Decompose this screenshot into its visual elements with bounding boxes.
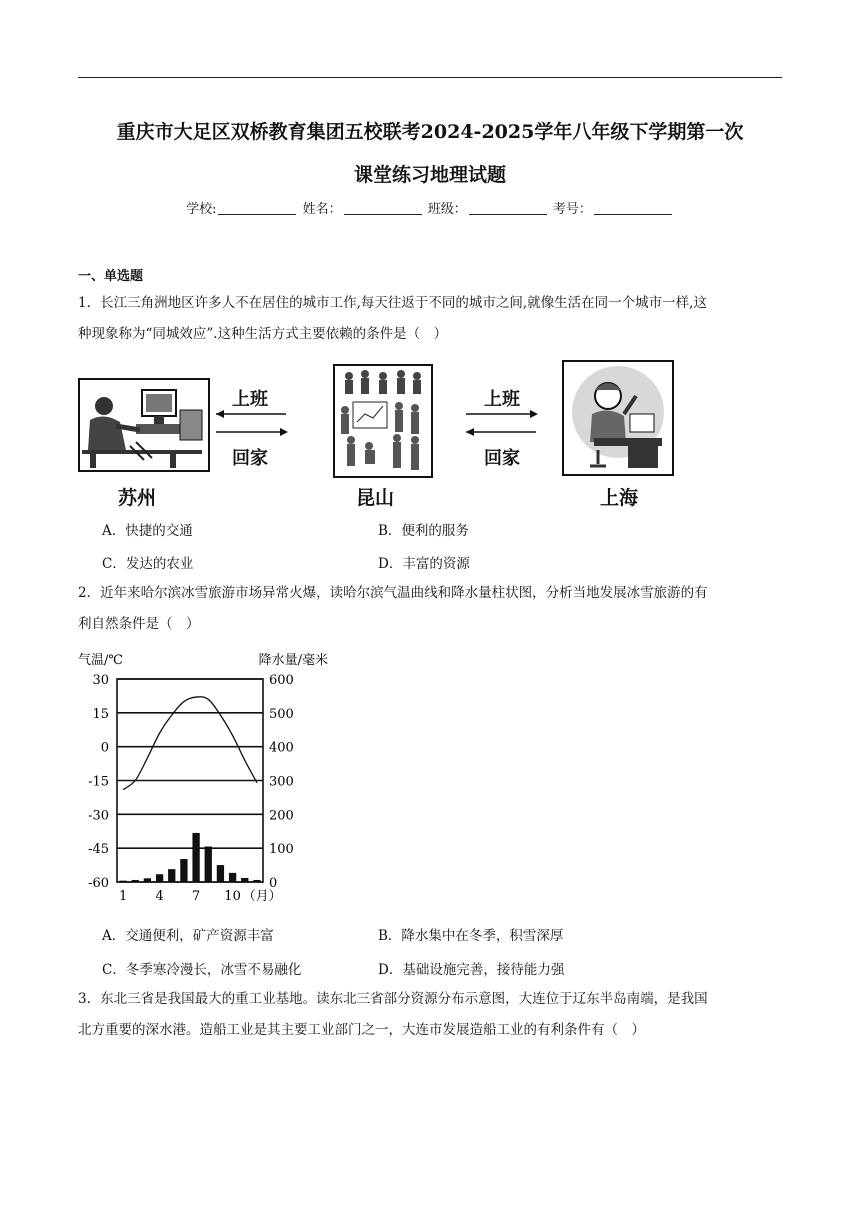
left-tick-label: -45 [88,842,109,858]
class-field[interactable] [469,202,547,215]
q2-option-c[interactable]: C．冬季寒冷漫长，冰雪不易融化 [102,962,302,978]
school-label: 学校: [186,202,217,217]
q1-option-c[interactable]: C．发达的农业 [102,556,194,572]
left-tick-label: -60 [88,876,109,891]
header-rule [78,77,782,78]
shanghai-office-illustration [562,360,674,476]
left-tick-label: 30 [92,673,109,688]
precipitation-bar [156,874,163,882]
arrow2-label-home: 回家 [484,448,520,469]
q2-stem-line2: 利自然条件是（ ） [78,616,200,632]
right-tick-label: 600 [269,673,294,688]
temperature-line [123,697,257,790]
q1-option-b[interactable]: B．便利的服务 [378,523,469,539]
left-tick-label: -15 [88,774,109,790]
q2-option-d[interactable]: D．基础设施完善，接待能力强 [378,962,565,978]
q2-stem [78,578,783,640]
x-tick-label: 10 [224,889,241,904]
precipitation-bar [144,878,151,882]
city-label-shanghai: 上海 [600,487,639,509]
arrow1-icon [212,408,292,438]
arrow1-label-work: 上班 [232,389,268,410]
precipitation-bar [119,881,126,882]
left-axis-label: 气温/℃ [78,653,123,668]
page-title-line1: 重庆市大足区双桥教育集团五校联考2024-2025学年八年级下学期第一次 [116,121,744,143]
kunshan-business-illustration [333,364,433,478]
x-unit-label: （月） [242,889,282,904]
arrow1-label-home: 回家 [232,448,268,469]
precipitation-bar [168,869,175,882]
name-field[interactable] [344,202,422,215]
right-axis-label: 降水量/毫米 [258,653,328,668]
left-tick-label: 15 [92,706,109,722]
q1-option-a[interactable]: A．快捷的交通 [102,523,193,539]
q2-stem-line1: 2．近年来哈尔滨冰雪旅游市场异常火爆，读哈尔滨气温曲线和降水量柱状图，分析当地发展冰雪旅游的有 [78,585,708,601]
section-title: 一、单选题 [78,269,144,284]
right-tick-label: 500 [269,706,294,722]
q1-option-d[interactable]: D．丰富的资源 [378,556,470,572]
precipitation-bar [132,880,139,882]
q2-option-a[interactable]: A．交通便利，矿产资源丰富 [102,928,274,944]
q3-stem-line1: 3．东北三省是我国最大的重工业基地。读东北三省部分资源分布示意图，大连位于辽东半岛南端，是我国 [78,991,708,1007]
city-label-suzhou: 苏州 [118,487,157,509]
right-tick-label: 400 [269,740,294,756]
precipitation-bar [241,878,248,882]
student-info-row [0,198,860,217]
precipitation-bar [180,859,187,882]
q3-stem-line2: 北方重要的深水港。造船工业是其主要工业部门之一，大连市发展造船工业的有利条件有（ ） [78,1022,645,1038]
left-tick-label: 0 [100,740,109,756]
exam-no-field[interactable] [594,202,672,215]
name-label: 姓名： [302,202,342,217]
precipitation-bar [253,880,260,882]
precipitation-bar [192,833,199,882]
arrow2-icon [462,408,542,438]
q1-stem-line1: 1．长江三角洲地区许多人不在居住的城市工作,每天往返于不同的城市之间,就像生活在同一个城市一样,这 [78,295,707,311]
suzhou-office-illustration [78,378,210,472]
q1-stem [78,288,783,350]
school-field[interactable] [218,202,296,215]
precipitation-bar [205,846,212,882]
right-tick-label: 0 [269,876,278,891]
q1-stem-line2: 种现象称为“同城效应”.这种生活方式主要依赖的条件是（ ） [78,326,448,342]
city-label-kunshan: 昆山 [356,487,395,509]
x-tick-label: 7 [191,889,201,904]
right-tick-label: 300 [269,774,294,790]
right-tick-label: 200 [269,808,294,824]
harbin-climate-chart [70,646,330,908]
precipitation-bar [217,865,224,882]
q2-option-b[interactable]: B．降水集中在冬季，积雪深厚 [378,928,564,944]
x-tick-label: 1 [118,889,128,904]
left-tick-label: -30 [88,808,109,824]
x-tick-label: 4 [155,889,164,904]
q3-stem [78,984,783,1046]
arrow2-label-work: 上班 [484,389,520,410]
class-label: 班级： [427,202,467,217]
exam-no-label: 考号： [552,202,592,217]
precipitation-bar [229,873,236,882]
right-tick-label: 100 [269,842,294,858]
page-title-line2: 课堂练习地理试题 [353,164,506,186]
